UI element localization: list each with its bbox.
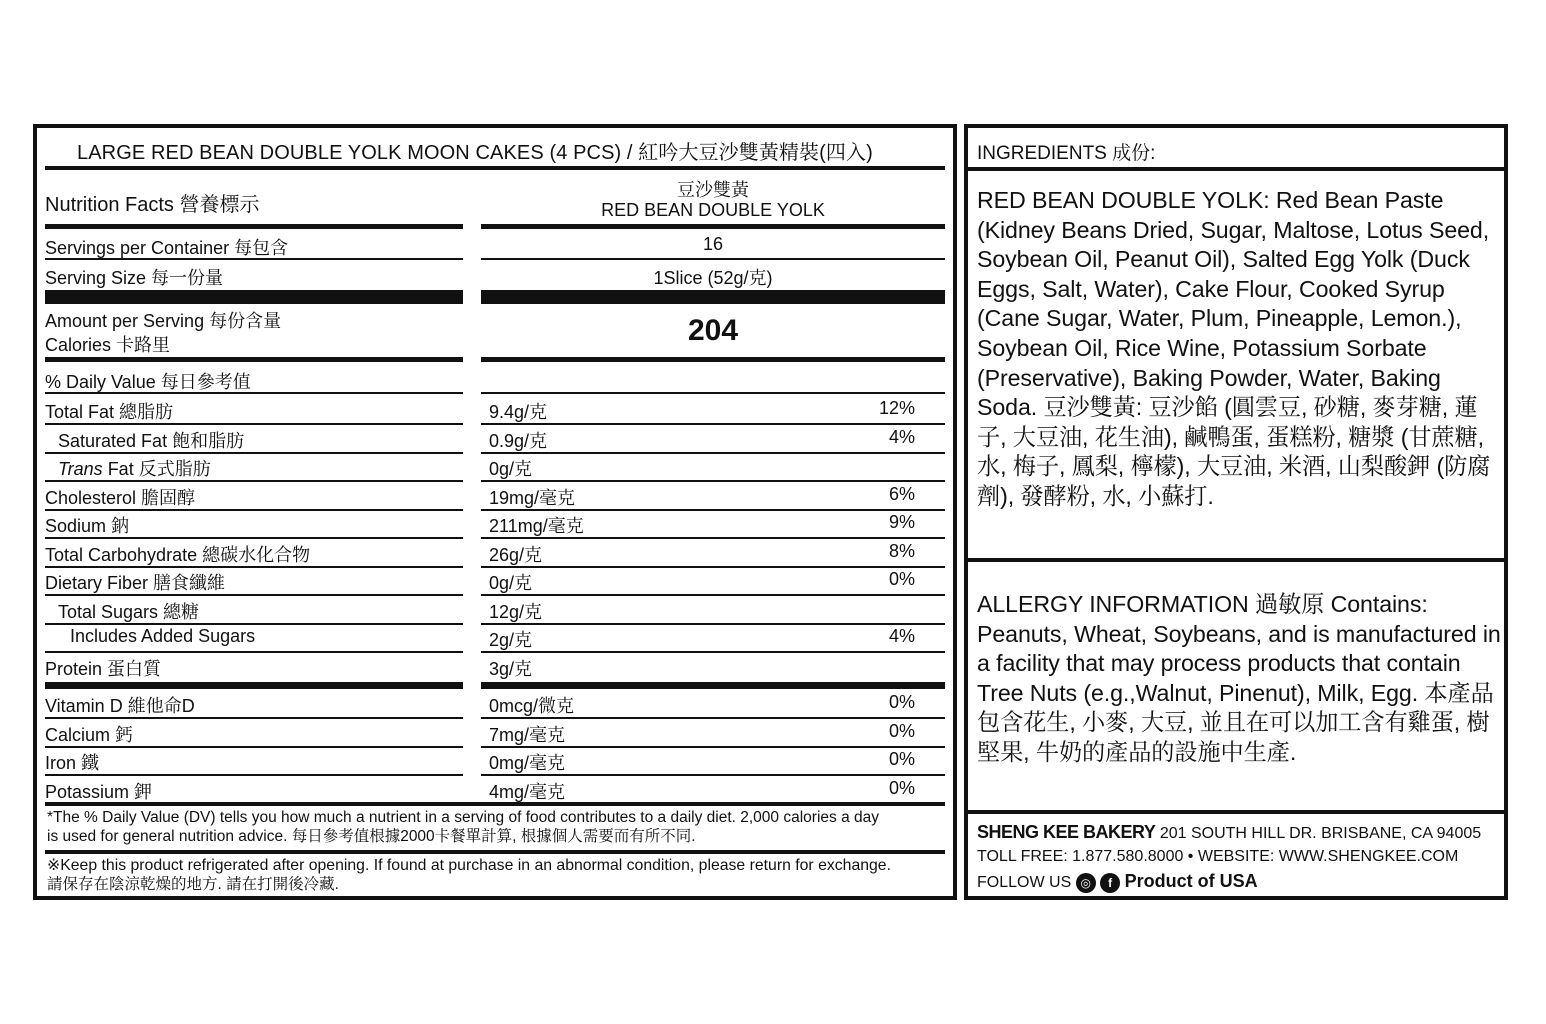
- row-divider: [45, 594, 463, 596]
- divider: [481, 357, 945, 362]
- storage-line-1: ※Keep this product refrigerated after opening. If found at purchase in an abnormal condition, please return for exchange.: [47, 857, 891, 874]
- row-divider: [45, 717, 463, 719]
- divider: [45, 166, 945, 170]
- nutrient-amount: 3g/克: [489, 658, 533, 679]
- calories-label: Calories 卡路里: [45, 335, 171, 355]
- row-divider: [481, 746, 945, 748]
- nutrient-amount: 12g/克: [489, 601, 543, 622]
- row-divider: [45, 480, 463, 482]
- footnote-line-1: *The % Daily Value (DV) tells you how much a nutrient in a serving of food contributes to a daily diet. 2,000 calories a day: [47, 809, 879, 826]
- servings-label: Servings per Container 每包含: [45, 238, 289, 258]
- divider: [481, 224, 945, 229]
- nutrient-amount: 9.4g/克: [489, 402, 548, 422]
- row-divider: [481, 651, 945, 653]
- facebook-icon[interactable]: f: [1100, 873, 1120, 893]
- divider: [481, 392, 945, 394]
- vitamin-amount: 0mcg/微克: [489, 696, 575, 716]
- row-divider: [481, 423, 945, 425]
- follow-us-label: FOLLOW US: [977, 874, 1072, 891]
- vitamin-amount: 0mg/毫克: [489, 753, 566, 773]
- amount-per-serving-label: Amount per Serving 每份含量: [45, 311, 282, 331]
- nutrient-amount: 0.9g/克: [489, 430, 548, 451]
- ingredients-header: INGREDIENTS 成份:: [977, 143, 1156, 164]
- allergy-text: ALLERGY INFORMATION 過敏原 Contains: Peanuts, Wheat, Soybeans, and is manufactured in a facility that may process products that contain Tree Nuts (e.g.,Walnut, Pinenut), Milk, Egg. 本產品包含花生, 小麥, 大豆, 並且在可以加工含有雞蛋, 樹堅果, 牛奶的產品的設施中生產.: [977, 591, 1501, 765]
- nutrient-amount: 19mg/毫克: [489, 487, 576, 508]
- calories-value: 204: [687, 314, 739, 347]
- contact-line: TOLL FREE: 1.877.580.8000 • WEBSITE: WWW.SHENGKEE.COM: [977, 848, 1459, 865]
- company-address: 201 SOUTH HILL DR. BRISBANE, CA 94005: [1159, 825, 1482, 842]
- nutrient-label: [58, 598, 199, 624]
- nutrient-label: [45, 655, 161, 681]
- row-divider: [45, 623, 463, 625]
- row-divider: [481, 566, 945, 568]
- row-divider: [45, 423, 463, 425]
- nutrient-label-text: Dietary Fiber 膳食纖維: [45, 573, 226, 593]
- vitamin-daily-value: 0%: [888, 692, 915, 712]
- row-divider: [481, 594, 945, 596]
- serving-size-label: Serving Size 每一份量: [45, 268, 224, 288]
- origin-label: Product of USA: [1124, 871, 1258, 891]
- nutrient-daily-value: 0%: [888, 569, 915, 589]
- divider: [45, 258, 463, 260]
- company-line: [977, 822, 1481, 843]
- nutrient-label: [45, 512, 129, 538]
- nutrient-daily-value: 4%: [888, 626, 915, 646]
- vitamin-label: Calcium 鈣: [45, 724, 134, 745]
- row-divider: [481, 623, 945, 625]
- follow-line: [977, 871, 1258, 893]
- vitamin-label: Potassium 鉀: [45, 781, 153, 802]
- vitamin-daily-value: 0%: [888, 777, 915, 798]
- row-divider: [45, 566, 463, 568]
- divider: [968, 558, 1504, 562]
- nutrient-amount: 0g/克: [489, 459, 533, 479]
- instagram-icon[interactable]: ◎: [1076, 873, 1096, 893]
- nutrient-label-text: Cholesterol 膽固醇: [45, 487, 196, 508]
- nutrient-label: [45, 484, 195, 510]
- divider: [45, 392, 463, 394]
- nutrient-label-text: Protein 蛋白質: [45, 658, 162, 679]
- nutrient-daily-value: 8%: [888, 540, 915, 561]
- divider: [45, 224, 463, 229]
- nutrient-daily-value: 12%: [878, 398, 915, 418]
- row-divider: [481, 537, 945, 539]
- nutrient-label: [45, 398, 173, 424]
- divider: [45, 850, 945, 854]
- nutrient-label-text: Saturated Fat 飽和脂肪: [58, 430, 245, 451]
- nutrient-label-text: Total Carbohydrate 總碳水化合物: [45, 544, 311, 565]
- thick-divider: [45, 682, 463, 689]
- nutrient-label-prefix: Trans: [58, 459, 103, 479]
- product-name-en: RED BEAN DOUBLE YOLK: [601, 200, 825, 220]
- row-divider: [481, 452, 945, 454]
- thick-divider: [481, 682, 945, 689]
- divider: [481, 258, 945, 260]
- vitamin-amount: 7mg/毫克: [489, 724, 566, 745]
- nutrient-label-text: Total Fat 總脂肪: [45, 402, 174, 422]
- row-divider: [45, 537, 463, 539]
- nutrient-daily-value: 6%: [888, 483, 915, 504]
- row-divider: [45, 746, 463, 748]
- vitamin-label: Iron 鐵: [45, 753, 100, 773]
- nutrient-label: [45, 541, 310, 567]
- serving-size-value: 1Slice (52g/克): [653, 268, 773, 288]
- row-divider: [481, 509, 945, 511]
- nutrient-label-text: Includes Added Sugars: [70, 626, 256, 646]
- servings-value: 16: [702, 234, 724, 254]
- ingredients-text: RED BEAN DOUBLE YOLK: Red Bean Paste (Kidney Beans Dried, Sugar, Maltose, Lotus Seed, Soybean Oil, Peanut Oil), Salted Egg Yolk (Duck Eggs, Salt, Water), Cake Flour, Cooked Syrup (Cane Sugar, Water, Plum, Pineapple, Lemon.), Soybean Oil, Rice Wine, Potassium Sorbate (Preservative), Baking Powder, Water, Baking Soda. 豆沙雙黃: 豆沙餡 (圓雲豆, 砂糖, 麥芽糖, 蓮子, 大豆油, 花生油), 鹹鴨蛋, 蛋糕粉, 糖漿 (甘蔗糖, 水, 梅子, 鳳梨, 檸檬), 大豆油, 米酒, 山梨酸鉀 (防腐劑), 發酵粉, 水, 小蘇打.: [977, 187, 1491, 509]
- row-divider: [481, 480, 945, 482]
- divider: [45, 357, 463, 362]
- vitamin-amount: 4mg/毫克: [489, 781, 566, 802]
- footnote-line-2: is used for general nutrition advice. 每日參考值根據2000卡餐單計算, 根據個人需要而有所不同.: [47, 828, 696, 845]
- divider: [968, 810, 1504, 814]
- divider: [968, 167, 1504, 171]
- nutrient-label-text: Fat 反式脂肪: [102, 459, 211, 479]
- nutrient-label-text: Sodium 鈉: [45, 516, 130, 536]
- divider: [45, 802, 945, 806]
- nutrition-facts-heading: Nutrition Facts 營養標示: [45, 194, 260, 216]
- nutrient-amount: 211mg/毫克: [489, 516, 584, 536]
- nutrient-daily-value: 9%: [888, 512, 915, 532]
- vitamin-label: Vitamin D 維他命D: [45, 696, 195, 716]
- nutrient-label: [58, 427, 244, 453]
- nutrient-label: [45, 569, 225, 595]
- nutrition-panel: [33, 124, 957, 900]
- nutrient-label-text: Total Sugars 總糖: [58, 601, 200, 622]
- vitamin-daily-value: 0%: [888, 720, 915, 741]
- nutrient-daily-value: 4%: [888, 426, 915, 447]
- thick-divider: [45, 290, 463, 304]
- row-divider: [481, 774, 945, 776]
- nutrient-amount: 26g/克: [489, 544, 543, 565]
- company-name: SHENG KEE BAKERY: [977, 822, 1156, 842]
- product-name-zh: 豆沙雙黃: [677, 180, 749, 200]
- row-divider: [45, 452, 463, 454]
- storage-line-2: 請保存在陰涼乾燥的地方. 請在打開後冷藏.: [47, 876, 339, 893]
- row-divider: [45, 509, 463, 511]
- ingredients-panel: [964, 124, 1508, 900]
- row-divider: [481, 717, 945, 719]
- vitamin-daily-value: 0%: [888, 749, 915, 769]
- row-divider: [45, 651, 463, 653]
- daily-value-label: % Daily Value 每日參考值: [45, 372, 251, 392]
- nutrient-amount: 2g/克: [489, 630, 533, 650]
- nutrient-label: [58, 455, 211, 481]
- product-title: LARGE RED BEAN DOUBLE YOLK MOON CAKES (4 PCS) / 紅吟大豆沙雙黃精裝(四入): [77, 142, 873, 164]
- nutrient-label: [70, 626, 255, 647]
- row-divider: [45, 774, 463, 776]
- nutrient-amount: 0g/克: [489, 573, 533, 593]
- thick-divider: [481, 290, 945, 304]
